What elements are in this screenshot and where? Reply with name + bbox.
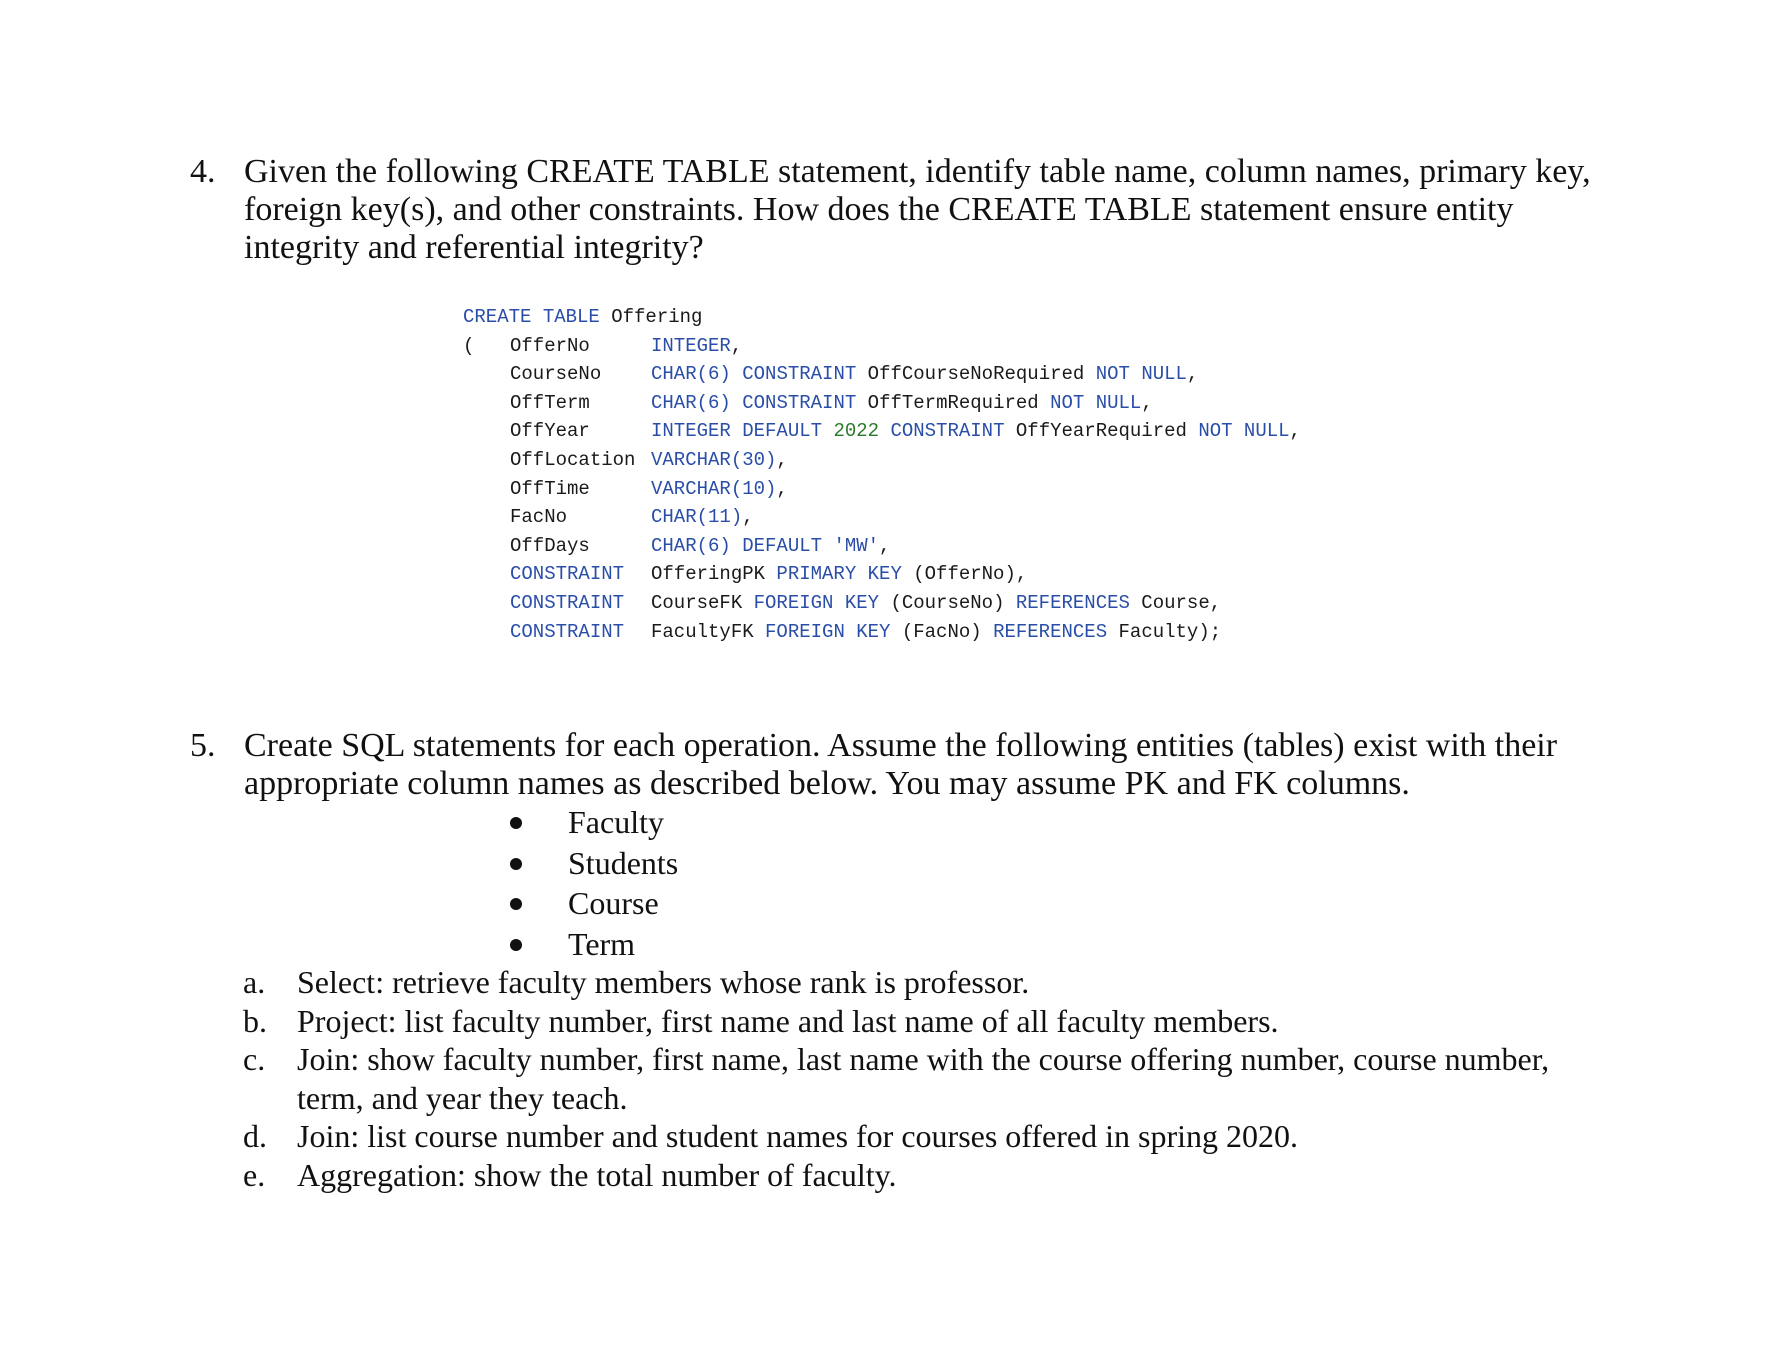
subquestion-letter: b. <box>243 1002 267 1039</box>
subquestion-text: Project: list faculty number, first name and last name of all faculty members. <box>297 1002 1279 1039</box>
create-table-code-block <box>463 303 1301 646</box>
code-token: , <box>879 534 891 557</box>
question-5-line-2: appropriate column names as described below. You may assume PK and FK columns. <box>244 765 1410 802</box>
code-token: REFERENCES <box>1015 591 1130 614</box>
code-token: FOREIGN KEY <box>765 620 891 643</box>
code-token: OffTermRequired <box>856 391 1051 414</box>
code-column-name: OffDays <box>510 534 590 557</box>
code-token: OfferingPK <box>651 563 777 586</box>
bullet-icon <box>510 817 522 829</box>
code-column-definition <box>651 332 742 361</box>
subquestion-d <box>243 1117 1549 1156</box>
code-column-definition <box>651 503 754 532</box>
code-token: , <box>742 506 754 529</box>
code-token: INTEGER <box>651 334 731 357</box>
entity-name: Faculty <box>568 804 664 840</box>
code-column-definition <box>651 446 788 475</box>
subquestion-e <box>243 1156 1549 1195</box>
subquestion-b <box>243 1002 1549 1041</box>
code-line <box>463 332 743 361</box>
code-column-name: OffTerm <box>510 391 590 414</box>
code-column-name: OfferNo <box>510 334 590 357</box>
code-token: , <box>730 334 743 357</box>
code-token: Faculty); <box>1107 620 1222 643</box>
code-column-name: OffYear <box>510 420 590 443</box>
code-token: PRIMARY KEY <box>776 563 902 586</box>
question-5 <box>190 727 1690 817</box>
code-token <box>731 392 742 414</box>
code-token: OffYearRequired <box>1004 420 1199 443</box>
code-column-definition <box>651 360 1198 389</box>
code-column-name: FacNo <box>510 506 568 529</box>
code-column-name: CourseNo <box>510 363 602 386</box>
code-token: FOREIGN KEY <box>753 591 880 614</box>
code-column-definition <box>651 618 1221 647</box>
code-line <box>463 618 1222 647</box>
subquestion-c <box>243 1040 1549 1117</box>
code-token: , <box>1289 420 1301 443</box>
code-token: CONSTRAINT <box>742 391 857 414</box>
code-line <box>463 589 1222 618</box>
code-token: (OfferNo), <box>901 563 1028 586</box>
entity-name: Term <box>568 925 636 962</box>
code-column-name: CONSTRAINT <box>510 591 625 614</box>
bullet-icon <box>510 858 522 870</box>
code-line <box>463 532 891 561</box>
question-4 <box>190 153 1690 273</box>
question-4-number: 4. <box>190 153 216 190</box>
code-column-definition <box>651 532 890 561</box>
code-token: FacultyFK <box>651 620 766 643</box>
subquestion-text: Aggregation: show the total number of faculty. <box>297 1156 897 1193</box>
code-column-definition <box>651 589 1221 618</box>
code-token: OffCourseNoRequired <box>856 363 1096 386</box>
code-token: , <box>776 477 788 500</box>
code-token: 'MW' <box>833 534 880 557</box>
code-token: , <box>1141 391 1153 414</box>
code-token: INTEGER DEFAULT <box>651 420 823 443</box>
code-open-paren: ( <box>463 334 475 357</box>
question-4-line-3: integrity and referential integrity? <box>244 229 704 266</box>
code-token: NOT NULL <box>1050 391 1142 414</box>
code-token: NOT NULL <box>1198 420 1290 443</box>
entity-name: Students <box>568 844 679 881</box>
code-line <box>463 446 788 475</box>
code-token: , <box>776 448 788 471</box>
code-token <box>822 535 833 557</box>
code-column-definition <box>651 417 1301 446</box>
code-token <box>879 420 890 442</box>
code-column-definition <box>651 389 1153 418</box>
subquestion-letter: d. <box>243 1118 267 1154</box>
code-column-name: CONSTRAINT <box>510 620 625 643</box>
code-line-create <box>463 303 702 332</box>
bullet-icon <box>510 898 522 910</box>
code-token: NOT NULL <box>1095 363 1187 386</box>
code-column-name: OffTime <box>510 477 590 500</box>
code-line <box>463 475 788 504</box>
subquestion-text: term, and year they teach. <box>297 1079 628 1116</box>
code-token: CourseFK <box>651 591 754 614</box>
subquestion-text: Select: retrieve faculty members whose rank is professor. <box>297 964 1030 1000</box>
bullet-icon <box>510 939 522 951</box>
question-5-number: 5. <box>190 727 216 764</box>
question-4-line-1: Given the following CREATE TABLE statement, identify table name, column names, primary key, <box>244 153 1591 190</box>
code-token: CHAR(11) <box>651 506 743 529</box>
code-token: CONSTRAINT <box>890 420 1005 443</box>
code-token: VARCHAR(30) <box>651 448 777 471</box>
code-token: , <box>1186 363 1199 386</box>
code-token: CONSTRAINT <box>742 363 857 386</box>
code-token: (FacNo) <box>890 620 994 643</box>
subquestion-text: Join: show faculty number, first name, last name with the course offering number, course number, <box>297 1041 1550 1077</box>
code-token: (CourseNo) <box>879 591 1016 614</box>
code-token: CHAR(6) DEFAULT <box>651 534 823 557</box>
code-line <box>463 389 1153 418</box>
code-keyword: CREATE TABLE <box>463 306 600 328</box>
code-token: Course, <box>1129 591 1222 614</box>
subquestion-text: Join: list course number and student names for courses offered in spring 2020. <box>297 1118 1298 1154</box>
subquestion-letter: a. <box>243 964 266 1000</box>
code-line <box>463 417 1301 446</box>
code-line <box>463 560 1028 589</box>
code-column-name: OffLocation <box>510 448 636 471</box>
question-5-line-1: Create SQL statements for each operation. Assume the following entities (tables) exist with their <box>244 727 1558 764</box>
subquestion-letter: c. <box>243 1041 266 1077</box>
code-token <box>731 363 742 385</box>
code-token: CHAR(6) <box>651 391 731 414</box>
code-column-definition <box>651 560 1027 589</box>
code-column-name: CONSTRAINT <box>510 563 625 586</box>
code-table-name: Offering <box>599 306 703 328</box>
subquestion-letter: e. <box>243 1156 266 1193</box>
code-token: VARCHAR(10) <box>651 477 777 500</box>
code-token <box>822 420 833 442</box>
code-token: CHAR(6) <box>651 363 731 386</box>
code-token: 2022 <box>833 420 880 443</box>
subquestion-a <box>243 963 1549 1002</box>
question-4-line-2: foreign key(s), and other constraints. How does the CREATE TABLE statement ensure entity <box>244 191 1514 228</box>
subquestion-list <box>243 963 1549 1194</box>
code-column-definition <box>651 475 788 504</box>
code-line <box>463 360 1199 389</box>
entity-name: Course <box>568 885 659 921</box>
code-token: REFERENCES <box>993 620 1108 643</box>
code-line <box>463 503 754 532</box>
